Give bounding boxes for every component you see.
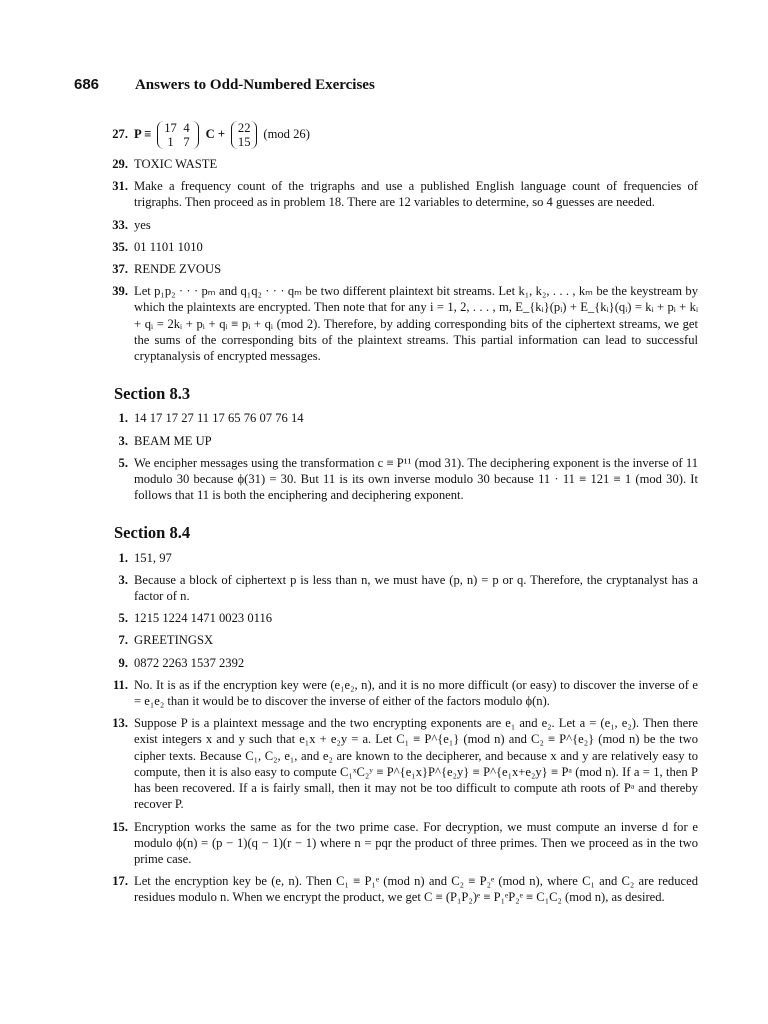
- exercise-number: 11.: [112, 677, 128, 692]
- exercise-number: 17.: [112, 874, 128, 889]
- exercise-number: 9.: [118, 655, 128, 670]
- exercise-item: [108, 239, 698, 255]
- exercise-item: [108, 283, 698, 364]
- exercise-answer: 0872 2263 1537 2392: [134, 655, 245, 670]
- section-8-3-items: [108, 410, 698, 503]
- exercise-item: [108, 118, 698, 150]
- exercise-answer: Because a block of ciphertext p is less than n, we must have (p, n) = p or q. Therefore, the cryptanalyst has a factor of n.: [134, 572, 698, 604]
- matrix-cell: 1: [167, 135, 174, 150]
- exercise-answer: [134, 121, 310, 150]
- exercise-answer: We encipher messages using the transformation c ≡ P¹¹ (mod 31). The deciphering exponent is the inverse of 11 modulo 30 because ϕ(31) = 30. But 11 is its own inverse modulo 30 because 11 · 11 ≡ 121 ≡ 1 (mod 30). It follows that 11 is both the enciphering and deciphering exponent.: [134, 455, 698, 503]
- exercise-answer: Encryption works the same as for the two prime case. For decryption, we must compute an inverse d for e modulo ϕ(n) = (p − 1)(q − 1)(r − 1) where n = pqr the product of three primes. Then we proceed as in the two prime case.: [134, 819, 698, 866]
- exercise-number: 31.: [112, 179, 128, 194]
- exercise-answer: Let the encryption key be (e, n). Then C₁ ≡ P₁ᵉ (mod n) and C₂ ≡ P₂ᵉ (mod n), where C₁ and C₂ are reduced residues modulo n. When we encrypt the product, we get C ≡ (P₁P₂)ᵉ ≡ P₁ᵉP₂ᵉ ≡ C₁C₂ (mod n), as desired.: [134, 874, 698, 905]
- exercise-number: 13.: [112, 716, 128, 731]
- page-header: [74, 76, 375, 94]
- exercise-number: 5.: [118, 611, 128, 626]
- section-heading: Section 8.4: [114, 523, 191, 543]
- exercise-number: 37.: [112, 262, 128, 277]
- matrix-cell: 4: [183, 121, 190, 136]
- exercise-item: [108, 156, 698, 172]
- exercise-item: [108, 873, 698, 905]
- exercise-item: [108, 455, 698, 504]
- exercise-number: 3.: [118, 572, 128, 587]
- exercise-item: [108, 819, 698, 868]
- exercise-item: [108, 677, 698, 709]
- exercise-item: [108, 632, 698, 648]
- vector-cell: 22: [237, 121, 251, 136]
- exercise-item: [108, 261, 698, 277]
- page-number: 686: [74, 76, 100, 93]
- exercise-item: [108, 550, 698, 566]
- exercise-number: 15.: [112, 819, 128, 834]
- exercise-answer: Make a frequency count of the trigraphs and use a published English language count of frequencies of trigraphs. Then proceed as in problem 18. There are 12 variables to determine, so 4 guesses are needed.: [134, 179, 698, 210]
- exercise-number: 35.: [112, 239, 128, 254]
- exercise-item: [108, 655, 698, 671]
- exercise-answer: 1215 1224 1471 0023 0116: [134, 611, 273, 626]
- exercise-answer: BEAM ME UP: [134, 433, 212, 448]
- exercise-answer: 01 1101 1010: [134, 239, 203, 254]
- exercise-answer: No. It is as if the encryption key were (e₁e₂, n), and it is no more difficult (or easy) to discover the inverse of e = e₁e₂ than it would be to discover the inverse of either of the factors modulo ϕ(n).: [134, 677, 698, 709]
- exercise-number: 5.: [118, 455, 128, 470]
- exercise-answer: Suppose P is a plaintext message and the two encrypting exponents are e₁ and e₂. Let a = (e₁, e₂). Then there exist integers x and y such that e₁x + e₂y = a. Let C₁ ≡ P^{e₁} (mod n) and C₂ ≡ P^{e₂} (mod n) be the two cipher texts. Because C₁, C₂, e₁, and e₂ are known to the decipherer, and because x and y are relatively easy to compute, then it is also easy to compute C₁ˣC₂ʸ ≡ P^{e₁x}P^{e₂y} ≡ P^{e₁x+e₂y} ≡ Pᵃ (mod n). If a = 1, then P has been recovered. If a is fairly small, then it may not be too difficult to compute ath roots of Pᵃ and thereby recover P.: [134, 716, 698, 812]
- exercise-number: 33.: [112, 217, 128, 232]
- exercise-item: [108, 178, 698, 210]
- exercise-number: 29.: [112, 157, 128, 171]
- exercise-item: [108, 572, 698, 604]
- exercise-answer: 14 17 17 27 11 17 65 76 07 76 14: [134, 411, 304, 426]
- exercise-number: 27.: [112, 127, 128, 141]
- exercise-item: [108, 217, 698, 233]
- exercise-answer: 151, 97: [134, 550, 172, 565]
- vector: [231, 121, 257, 149]
- exercise-number: 1.: [118, 550, 128, 565]
- exercise-answer: GREETINGSX: [134, 633, 214, 648]
- exercise-item: [108, 610, 698, 626]
- exercise-item: [108, 410, 698, 426]
- exercise-item: [108, 715, 698, 812]
- section-8-4-items: [108, 550, 698, 906]
- exercise-number: 3.: [118, 433, 128, 448]
- item-list-a: [108, 156, 698, 364]
- exercise-number: 39.: [112, 284, 128, 299]
- exercise-answer: RENDE ZVOUS: [134, 262, 222, 277]
- running-title: Answers to Odd-Numbered Exercises: [134, 77, 375, 93]
- section-heading: Section 8.3: [114, 384, 191, 404]
- answers-content: [108, 118, 698, 912]
- eq-prefix: P ≡: [134, 127, 152, 141]
- matrix: [157, 121, 199, 149]
- matrix-cell: 7: [183, 135, 190, 150]
- eq-mid: C +: [205, 127, 226, 141]
- matrix-cell: 17: [164, 121, 177, 136]
- exercise-answer: yes: [134, 217, 151, 232]
- exercise-number: 1.: [118, 411, 128, 426]
- eq-suffix: (mod 26): [263, 127, 310, 141]
- exercise-answer: TOXIC WASTE: [134, 157, 218, 171]
- exercise-number: 7.: [118, 633, 128, 648]
- exercise-answer: Let p₁p₂ · · · pₘ and q₁q₂ · · · qₘ be two different plaintext bit streams. Let k₁, k₂, . . . , kₘ be the keystream by which the plaintexts are encrypted. Then note that for any i = 1, 2, . . . , m, E_{kᵢ}(pᵢ) + E_{kᵢ}(qᵢ) = kᵢ + pᵢ + kᵢ + qᵢ = 2kᵢ + pᵢ + qᵢ ≡ pᵢ + qᵢ (mod 2). Therefore, by adding corresponding bits of the ciphertext streams, we get the sums of the corresponding bits of the plaintext streams. This partial information can lead to successful cryptanalysis of encrypted messages.: [134, 284, 698, 364]
- vector-cell: 15: [237, 135, 251, 150]
- exercise-item: [108, 433, 698, 449]
